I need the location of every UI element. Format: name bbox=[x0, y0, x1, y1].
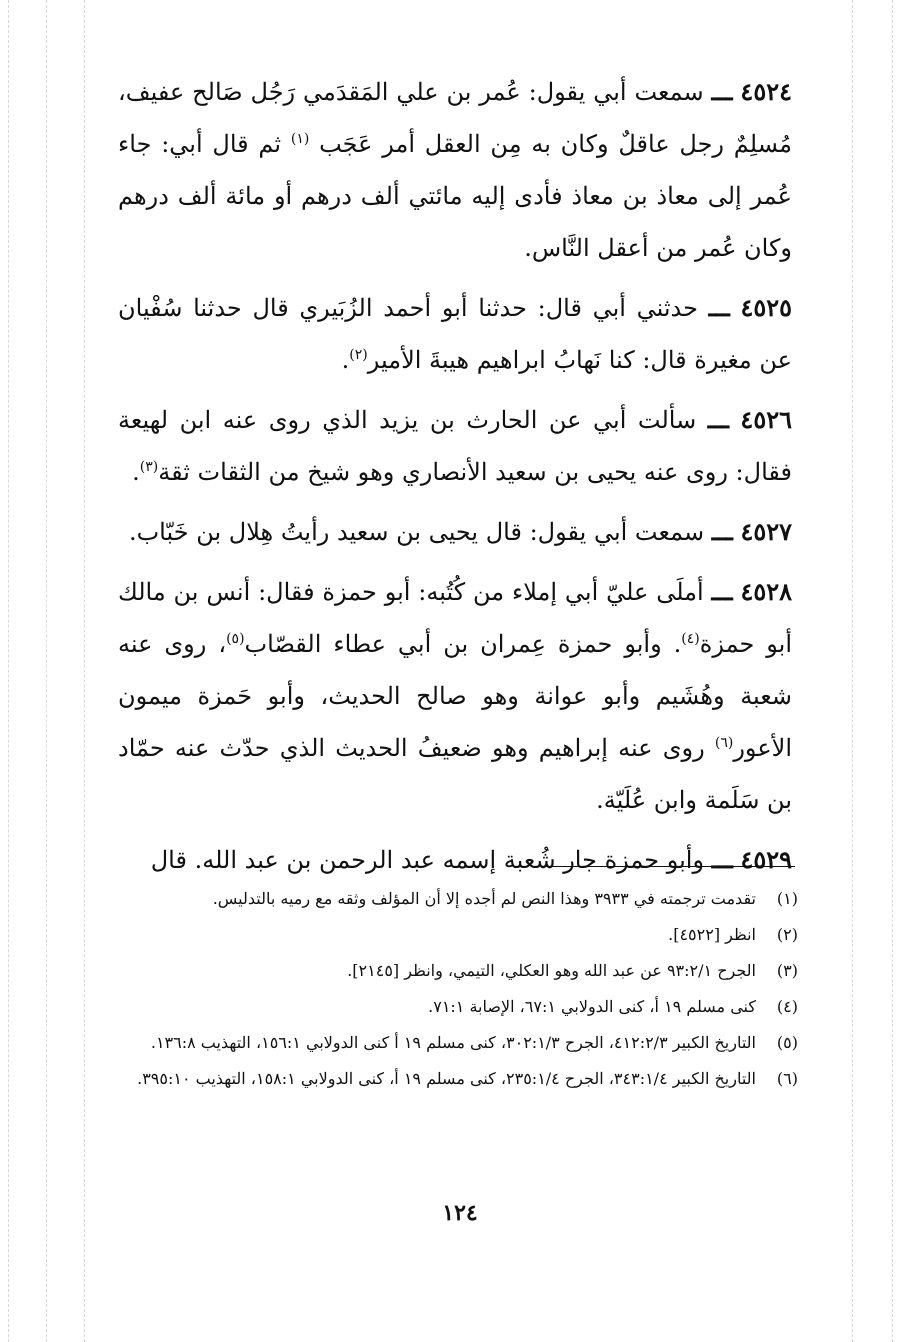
entry-text: . وأبو حمزة عِمران بن أبي عطاء القصّاب bbox=[244, 630, 682, 658]
entry-4525 bbox=[118, 282, 792, 386]
entry-text: سمعت أبي يقول: قال يحيى بن سعيد رأيتُ هِلال بن خَبّاب. bbox=[128, 518, 705, 546]
entry-number: ٤٥٢٩ bbox=[740, 845, 792, 874]
entry-text: حدثني أبي قال: حدثنا أبو أحمد الزُبَيري قال حدثنا سُفْيان عن مغيرة قال: كنا نَهابُ ابراهيم هيبةَ الأمير bbox=[118, 294, 792, 374]
entry-number: ٤٥٢٨ bbox=[740, 577, 793, 606]
footnote-mark: (٢) bbox=[776, 925, 798, 944]
entry-dash: ـــ bbox=[711, 845, 733, 874]
footnote-text: الجرح ٩٣:٢/١ عن عبد الله وهو العكلي، التيمي، وانظر [٢١٤٥]. bbox=[347, 961, 756, 980]
entry-number: ٤٥٢٤ bbox=[740, 77, 792, 106]
entry-dash: ـــ bbox=[711, 517, 733, 546]
footnote-text: التاريخ الكبير ٣٤٣:١/٤، الجرح ٢٣٥:١/٤، كنى مسلم ١٩ أ، كنى الدولابي ١٥٨:١، التهذيب ٣٩٥:١٠. bbox=[137, 1069, 756, 1088]
main-text bbox=[118, 66, 792, 894]
footnote-text: انظر [٤٥٢٢]. bbox=[668, 925, 756, 944]
entry-text: . bbox=[132, 458, 140, 486]
entry-dash: ـــ bbox=[711, 577, 733, 606]
entry-text: سألت أبي عن الحارث بن يزيد الذي روى عنه ابن لهيعة فقال: روى عنه يحيى بن سعيد الأنصاري وهو شيخ من الثقات ثقة bbox=[118, 406, 792, 486]
footnote-ref: (٥) bbox=[226, 631, 245, 647]
footnote-text: تقدمت ترجمته في ٣٩٣٣ وهذا النص لم أجده إلا أن المؤلف وثقه مع رميه بالتدليس. bbox=[212, 889, 756, 908]
footnote-ref: (١) bbox=[290, 131, 310, 147]
margin-guide-line bbox=[8, 0, 9, 1342]
entry-4529 bbox=[118, 834, 792, 886]
page-number: ١٢٤ bbox=[442, 1200, 478, 1226]
footnote-separator bbox=[545, 866, 795, 867]
entry-dash: ـــ bbox=[707, 405, 729, 434]
footnote-text: كنى مسلم ١٩ أ، كنى الدولابي ٦٧:١، الإصابة ٧١:١. bbox=[428, 997, 756, 1016]
entry-4526 bbox=[118, 394, 792, 498]
footnote-ref: (٤) bbox=[681, 631, 700, 647]
margin-guide-line bbox=[892, 0, 893, 1342]
entry-4524 bbox=[118, 66, 792, 274]
entry-number: ٤٥٢٥ bbox=[740, 293, 793, 322]
entry-text: أملَى عليّ أبي إملاء من كُتُبه: أبو حمزة فقال: أنس بن مالك أبو حمزة bbox=[118, 578, 792, 658]
footnotes bbox=[108, 884, 798, 1100]
footnote-mark: (١) bbox=[776, 889, 798, 908]
footnote-mark: (٥) bbox=[776, 1033, 798, 1052]
entry-4528 bbox=[118, 566, 792, 826]
footnote-mark: (٦) bbox=[776, 1069, 798, 1088]
margin-guide-line bbox=[84, 0, 85, 1342]
entry-dash: ـــ bbox=[708, 293, 730, 322]
footnote bbox=[108, 956, 798, 986]
footnote-mark: (٤) bbox=[776, 997, 798, 1016]
entry-text: وأبو حمزة جار شُعبة إسمه عبد الرحمن بن عبد الله. قال bbox=[150, 846, 705, 874]
footnote-mark: (٣) bbox=[776, 961, 798, 980]
entry-number: ٤٥٢٦ bbox=[740, 405, 792, 434]
footnote bbox=[108, 884, 798, 914]
footnote-ref: (٢) bbox=[349, 347, 368, 363]
footnote-ref: (٦) bbox=[714, 735, 734, 751]
entry-text: ثم قال أبي: جاء عُمر إلى معاذ بن معاذ فأدى إليه مائتي ألف درهم أو مائة ألف درهم وكان عُمر من أعقل النَّاس. bbox=[118, 130, 792, 262]
entry-text: ، روى عنه شعبة وهُشَيم وأبو عوانة وهو صالح الحديث، وأبو حَمزة ميمون الأعور bbox=[118, 630, 792, 762]
entry-text: . bbox=[341, 346, 350, 374]
entry-text: روى عنه إبراهيم وهو ضعيفُ الحديث الذي حدّث عنه حمّاد بن سَلَمة وابن عُلَيّة. bbox=[118, 734, 792, 814]
entry-4527 bbox=[118, 506, 792, 558]
margin-guide-line bbox=[46, 0, 47, 1342]
footnote bbox=[108, 992, 798, 1022]
footnote-ref: (٣) bbox=[139, 459, 159, 475]
footnote-text: التاريخ الكبير ٤١٢:٢/٣، الجرح ٣٠٢:١/٣، كنى مسلم ١٩ أ كنى الدولابي ١٥٦:١، التهذيب ١٣٦:٨. bbox=[150, 1033, 756, 1052]
footnote bbox=[108, 1028, 798, 1058]
entry-text: سمعت أبي يقول: عُمر بن علي المَقدَمي رَجُل صَالح عفيف، مُسلِمٌ رجل عاقلٌ وكان به مِن العقل أمر عَجَب bbox=[118, 78, 792, 158]
margin-guide-line bbox=[852, 0, 853, 1342]
entry-number: ٤٥٢٧ bbox=[740, 517, 792, 546]
entry-dash: ـــ bbox=[711, 77, 733, 106]
footnote bbox=[108, 1064, 798, 1094]
footnote bbox=[108, 920, 798, 950]
